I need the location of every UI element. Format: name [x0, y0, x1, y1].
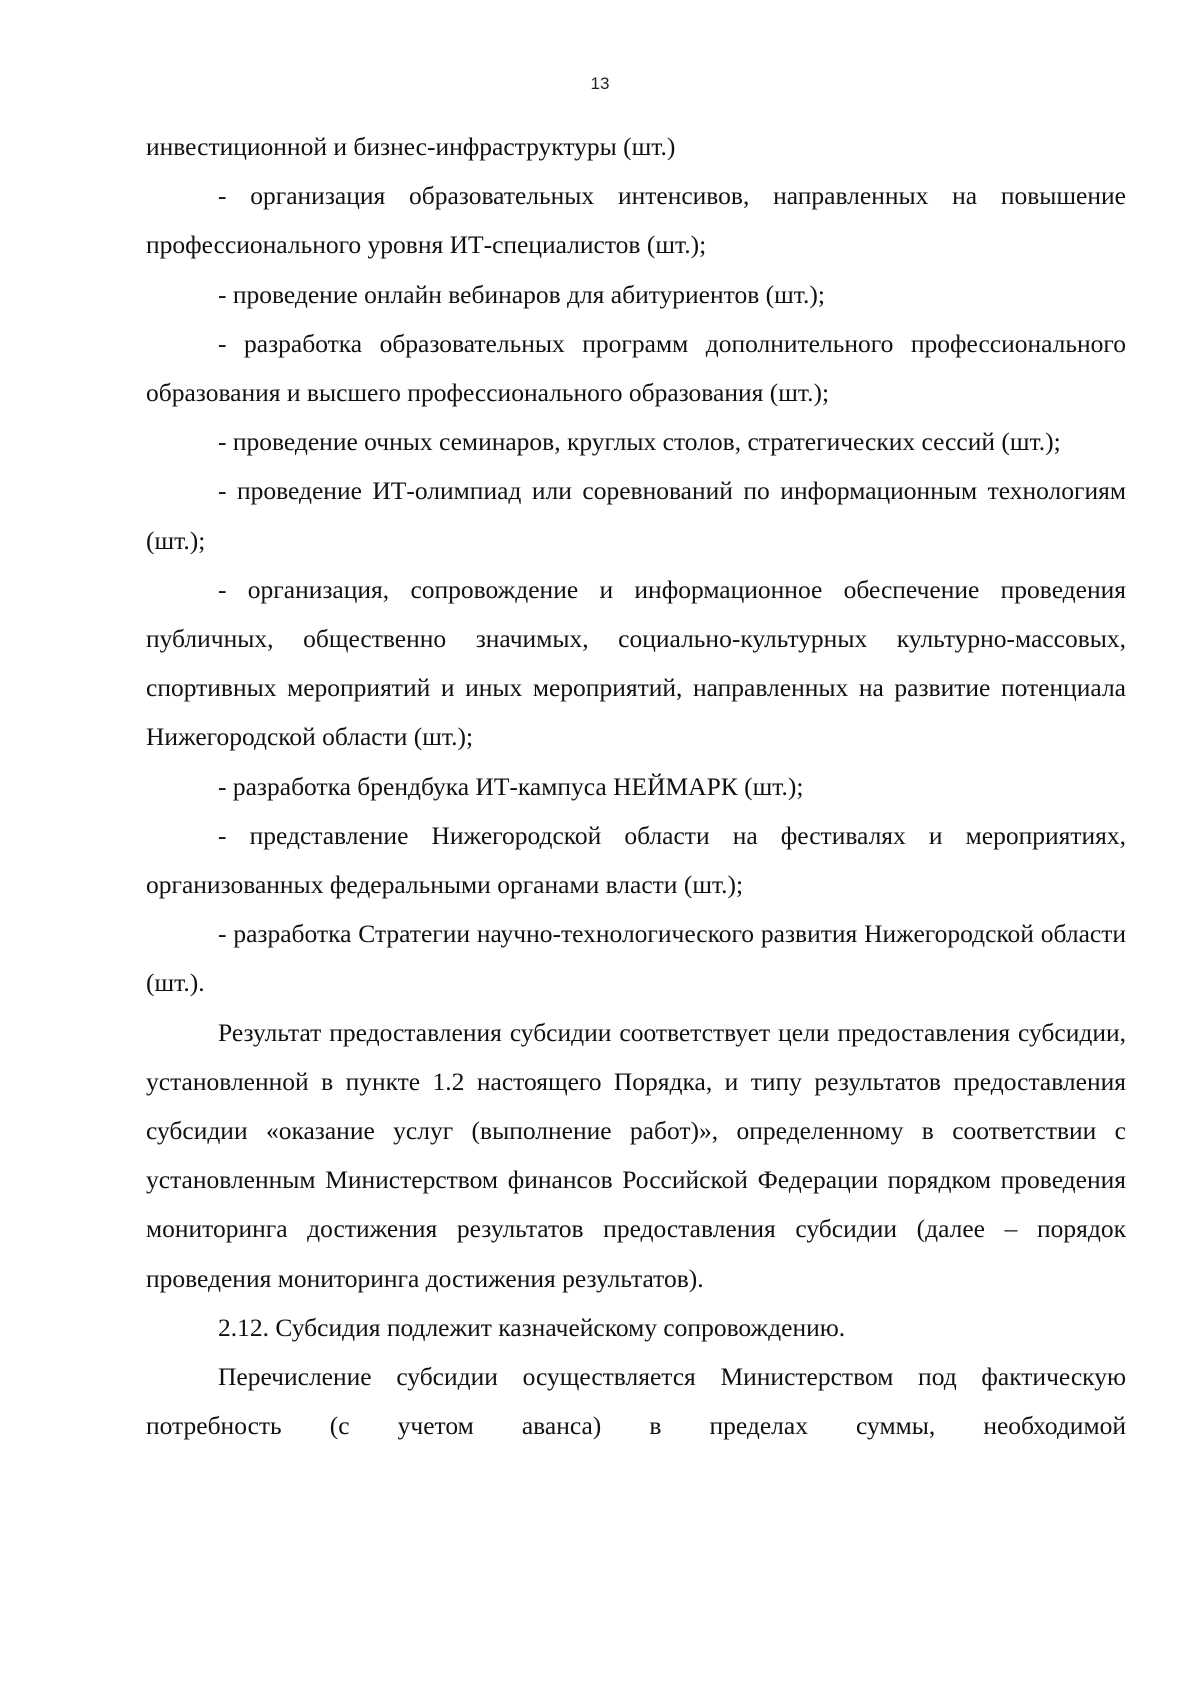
paragraph: - представление Нижегородской области на фестивалях и мероприятиях, организованных федеральными органами власти (шт.);: [146, 820, 1126, 900]
paragraph: - разработка брендбука ИТ-кампуса НЕЙМАРК (шт.);: [218, 771, 804, 801]
paragraph: - разработка образовательных программ дополнительного профессионального образования и высшего профессионального образования (шт.);: [146, 328, 1126, 408]
paragraph: Результат предоставления субсидии соответствует цели предоставления субсидии, установленной в пункте 1.2 настоящего Порядка, и типу результатов предоставления субсидии «оказание услуг (выполнение работ)», определенному в соответствии с установленным Министерством финансов Российской Федерации порядком проведения мониторинга достижения результатов предоставления субсидии (далее – порядок проведения мониторинга достижения результатов).: [146, 1017, 1126, 1293]
paragraph: - разработка Стратегии научно-технологического развития Нижегородской области (шт.).: [146, 919, 1126, 998]
paragraph: - организация, сопровождение и информационное обеспечение проведения публичных, общественно значимых, социально-культурных культурно-массовых, спортивных мероприятий и иных мероприятий, направленных на развитие потенциала Нижегородской области (шт.);: [146, 574, 1126, 752]
paragraph: - проведение очных семинаров, круглых столов, стратегических сессий (шт.);: [218, 427, 1061, 457]
paragraph: - проведение ИТ-олимпиад или соревнований по информационным технологиям (шт.);: [146, 476, 1126, 555]
page-number: 13: [590, 74, 610, 93]
paragraph: - проведение онлайн вебинаров для абитуриентов (шт.);: [218, 279, 825, 309]
paragraph: инвестиционной и бизнес-инфраструктуры (шт.): [146, 132, 676, 161]
document-body: [146, 122, 1126, 1450]
paragraph: 2.12. Субсидия подлежит казначейскому сопровождению.: [218, 1312, 846, 1342]
paragraph: - организация образовательных интенсивов, направленных на повышение профессионального уровня ИТ-специалистов (шт.);: [146, 181, 1126, 260]
paragraph: Перечисление субсидии осуществляется Министерством под фактическую потребность (с учетом аванса) в пределах суммы, необходимой: [146, 1362, 1126, 1441]
